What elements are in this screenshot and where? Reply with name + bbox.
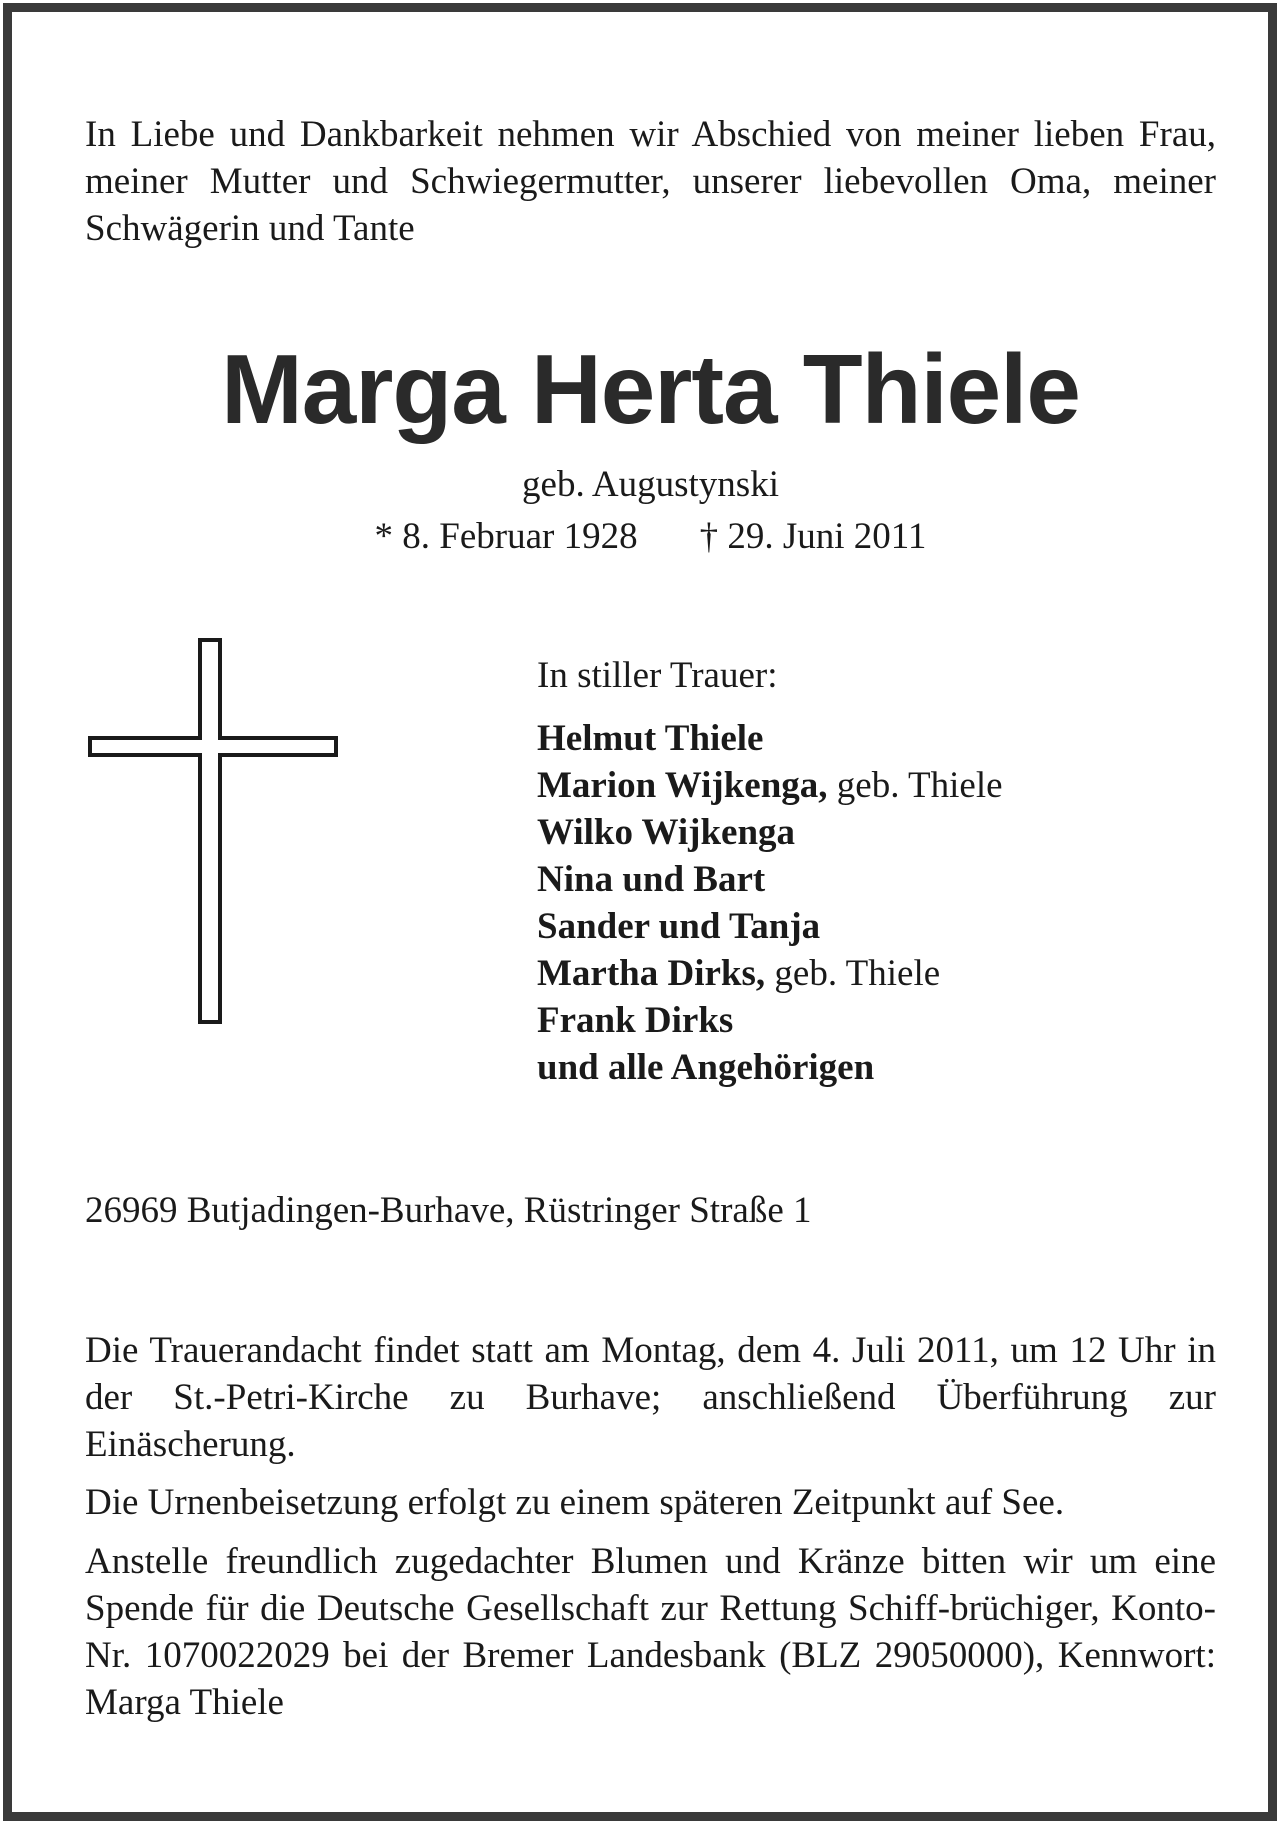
mourners-block xyxy=(537,652,1237,1091)
mourner-name: Martha Dirks, xyxy=(537,953,766,994)
death-date: † 29. Juni 2011 xyxy=(699,516,927,557)
mourner-name: und alle Angehörigen xyxy=(537,1047,875,1088)
mourner-line xyxy=(537,997,1237,1044)
mourner-line xyxy=(537,856,1237,903)
mourner-name: Marion Wijkenga, xyxy=(537,765,828,806)
mourner-suffix: geb. Thiele xyxy=(827,765,1003,806)
mourner-name: Helmut Thiele xyxy=(537,718,764,759)
mourner-line xyxy=(537,903,1237,950)
address-text: 26969 Butjadingen-Burhave, Rüstringer Straße 1 xyxy=(85,1190,812,1231)
mourner-line xyxy=(537,809,1237,856)
mourners-intro: In stiller Trauer: xyxy=(537,655,778,696)
life-dates xyxy=(85,514,1216,560)
maiden-name: geb. Augustynski xyxy=(522,464,779,505)
cross-icon xyxy=(88,638,338,1024)
intro-text: In Liebe und Dankbarkeit nehmen wir Abschied von meiner lieben Frau, meiner Mutter und Schwiegermutter, unserer liebevollen Oma, meiner Schwägerin und Tante xyxy=(85,114,1216,249)
mourner-line xyxy=(537,950,1237,997)
birth-date: * 8. Februar 1928 xyxy=(374,516,638,557)
urn-text: Die Urnenbeisetzung erfolgt zu einem späteren Zeitpunkt auf See. xyxy=(85,1482,1065,1523)
donation-text: Anstelle freundlich zugedachter Blumen und Kränze bitten wir um eine Spende für die Deutsche Gesellschaft zur Rettung Schiff-brüchiger, Konto-Nr. 1070022029 bei der Bremer Landesbank (BLZ 29050000), Kennwort: Marga Thiele xyxy=(85,1541,1216,1723)
notice-frame xyxy=(3,3,1277,1821)
mourner-line xyxy=(537,1044,1237,1091)
ceremony-text: Die Trauerandacht findet statt am Montag, dem 4. Juli 2011, um 12 Uhr in der St.-Petri-Kirche zu Burhave; anschließend Überführung zur Einäscherung. xyxy=(85,1330,1216,1465)
mourner-name: Wilko Wijkenga xyxy=(537,812,796,853)
mourner-name: Frank Dirks xyxy=(537,1000,734,1041)
mourner-line xyxy=(537,715,1237,762)
mourner-name: Nina und Bart xyxy=(537,859,766,900)
mourner-name: Sander und Tanja xyxy=(537,906,821,947)
deceased-name: Marga Herta Thiele xyxy=(221,334,1080,444)
mourner-line xyxy=(537,762,1237,809)
mourner-suffix: geb. Thiele xyxy=(765,953,941,994)
